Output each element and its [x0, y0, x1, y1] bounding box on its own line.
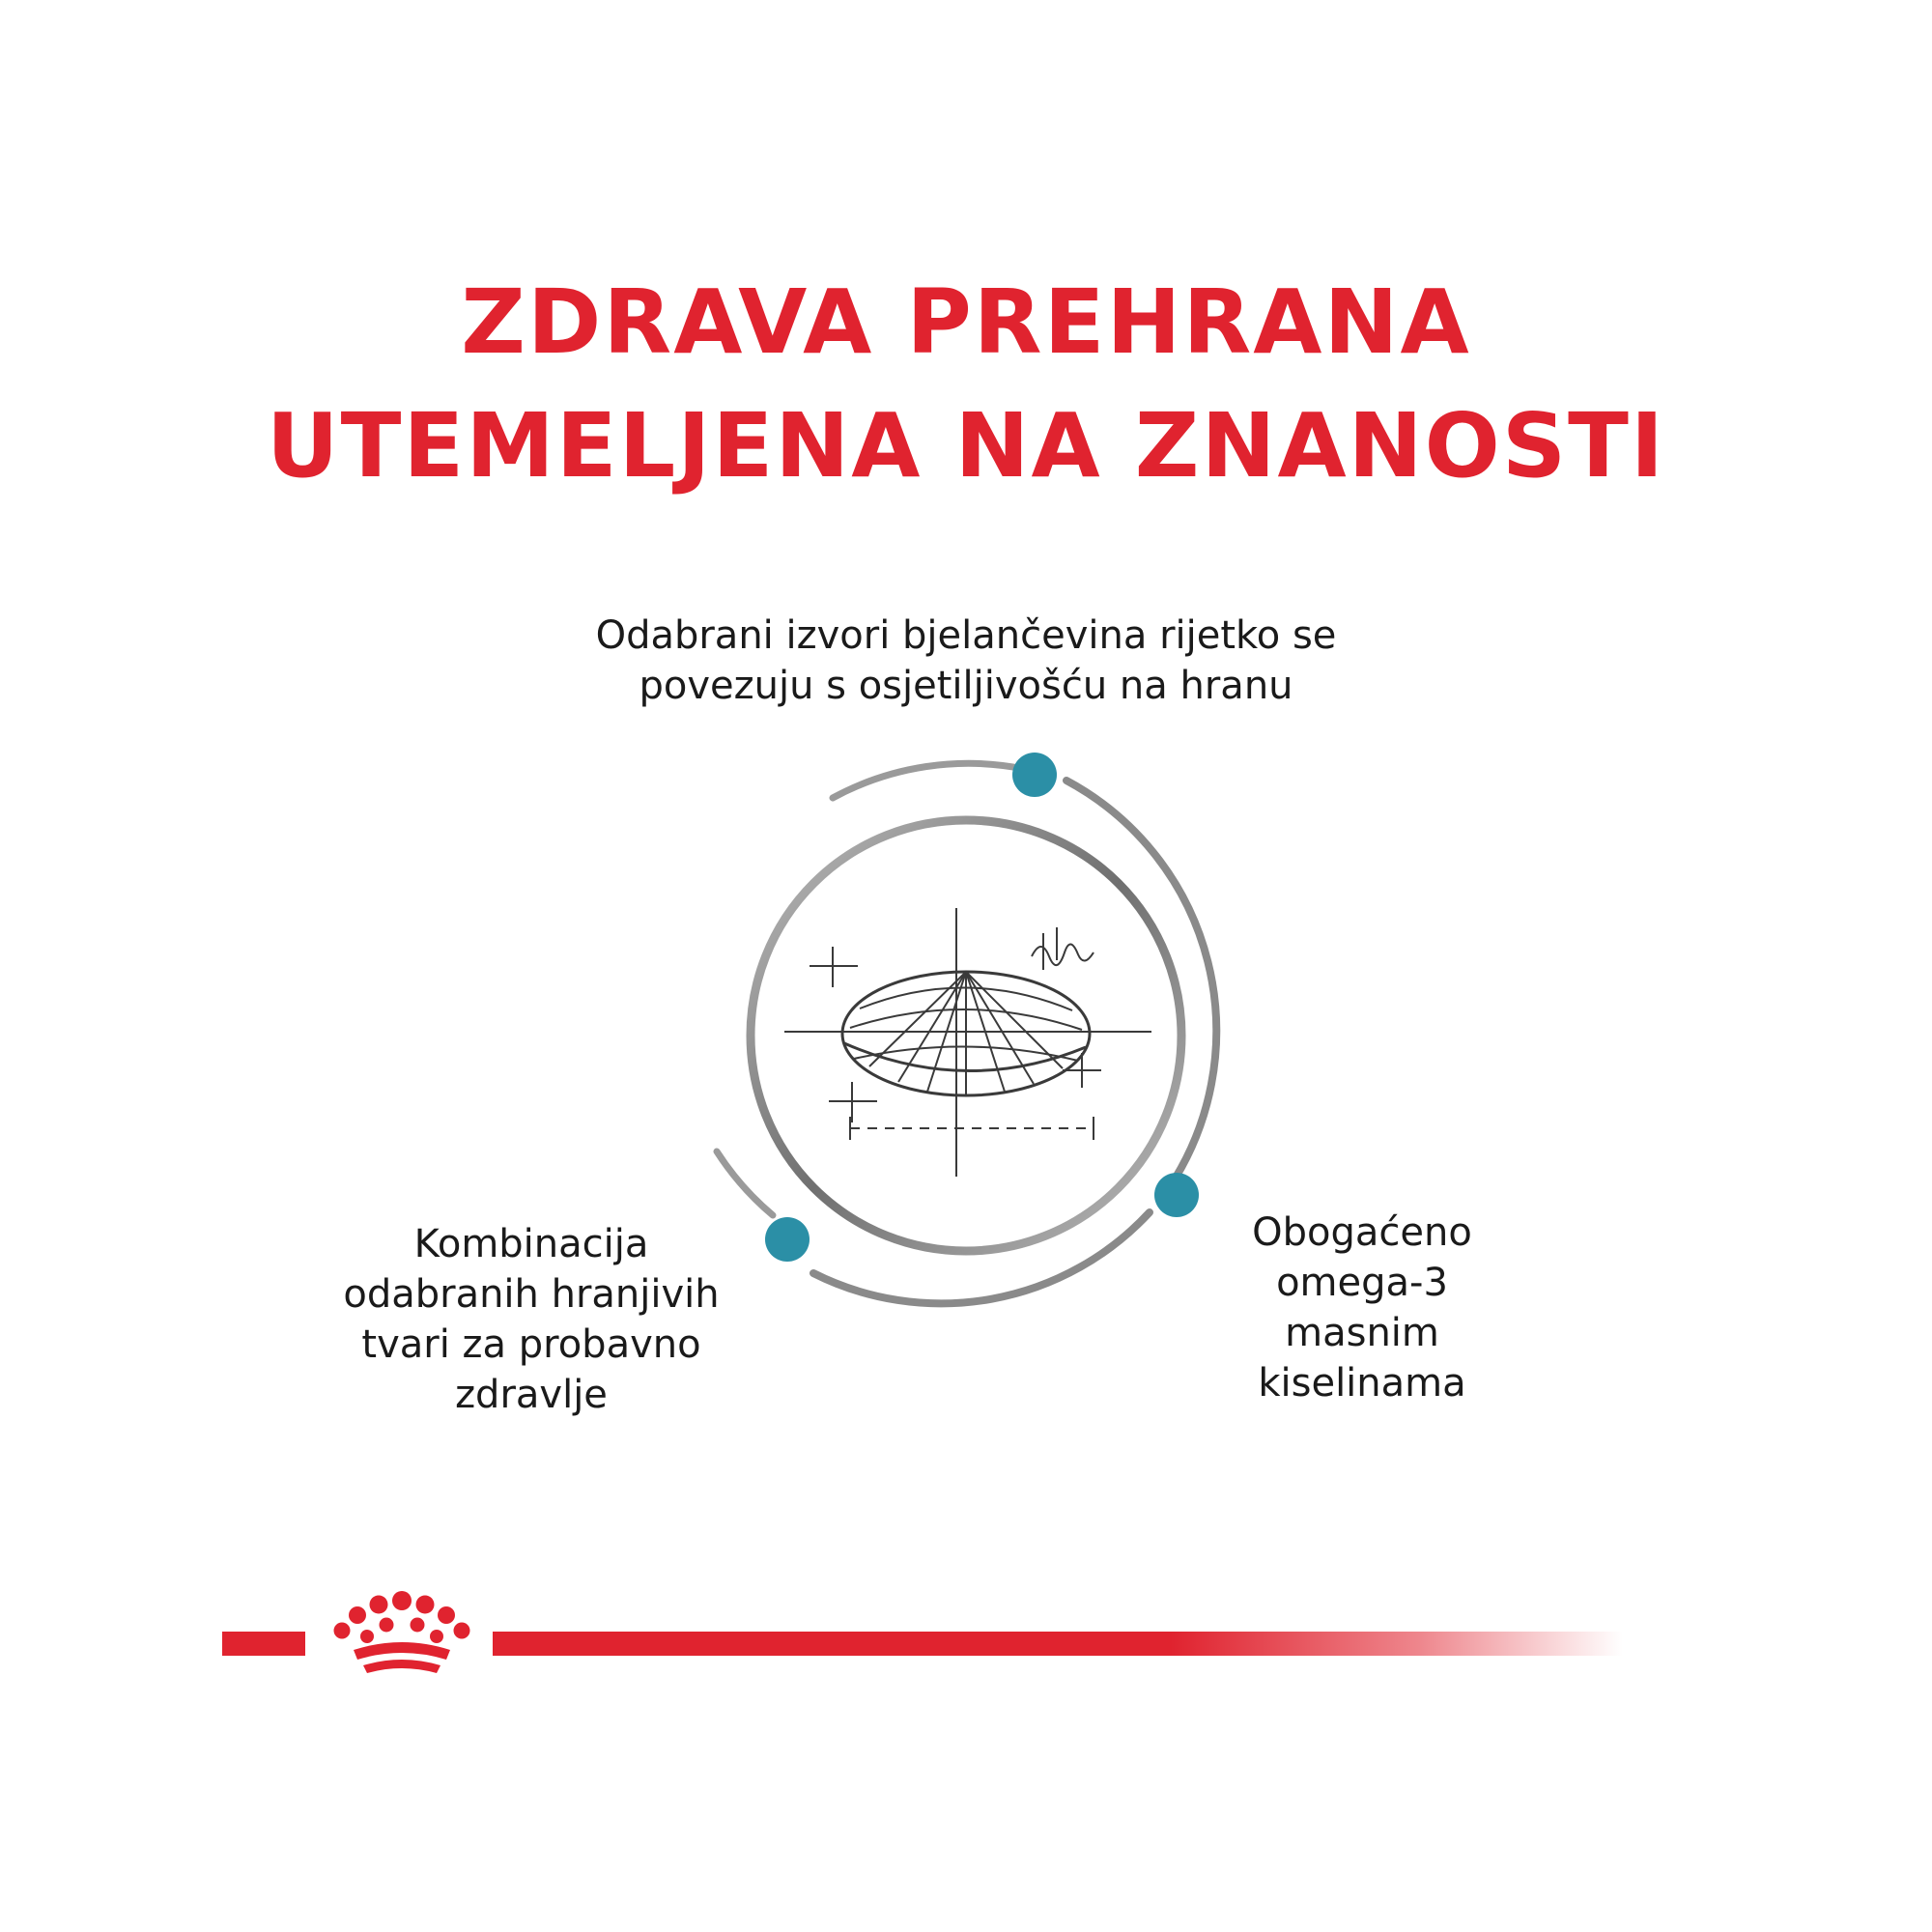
feature-left-text: [290, 1219, 773, 1420]
feature-right-line-1: Obogaćeno: [1252, 1210, 1472, 1255]
feature-left-line-3: tvari za probavno: [361, 1322, 701, 1367]
title-line-2: UTEMELJENA NA ZNANOSTI: [266, 394, 1666, 497]
footer-bar-left: [222, 1632, 305, 1656]
feature-left-line-2: odabranih hranjivih: [343, 1272, 720, 1317]
outer-arc-right: [1066, 781, 1216, 1188]
feature-left-line-1: Kombinacija: [413, 1222, 649, 1266]
feature-top-line-2: povezuju s osjetiljivošću na hranu: [639, 664, 1293, 708]
feature-right-text: [1198, 1208, 1526, 1408]
kibble-sketch-icon: [784, 908, 1151, 1177]
dot-top-icon: [1012, 753, 1057, 797]
feature-right-line-3: masnim: [1285, 1311, 1439, 1355]
outer-arc-left: [717, 1151, 773, 1215]
outer-arc-top: [833, 763, 1024, 798]
feature-top-line-1: Odabrani izvori bjelančevina rijetko se: [595, 613, 1337, 658]
feature-right-line-2: omega-3: [1276, 1261, 1448, 1305]
royal-canin-crown-logo: [325, 1584, 479, 1681]
feature-right-line-4: kiselinama: [1258, 1361, 1466, 1406]
title-line-1: ZDRAVA PREHRANA: [461, 270, 1471, 374]
footer-bar-right: [493, 1632, 1623, 1656]
dot-right-icon: [1154, 1173, 1199, 1217]
feature-left-line-4: zdravlje: [455, 1373, 608, 1417]
